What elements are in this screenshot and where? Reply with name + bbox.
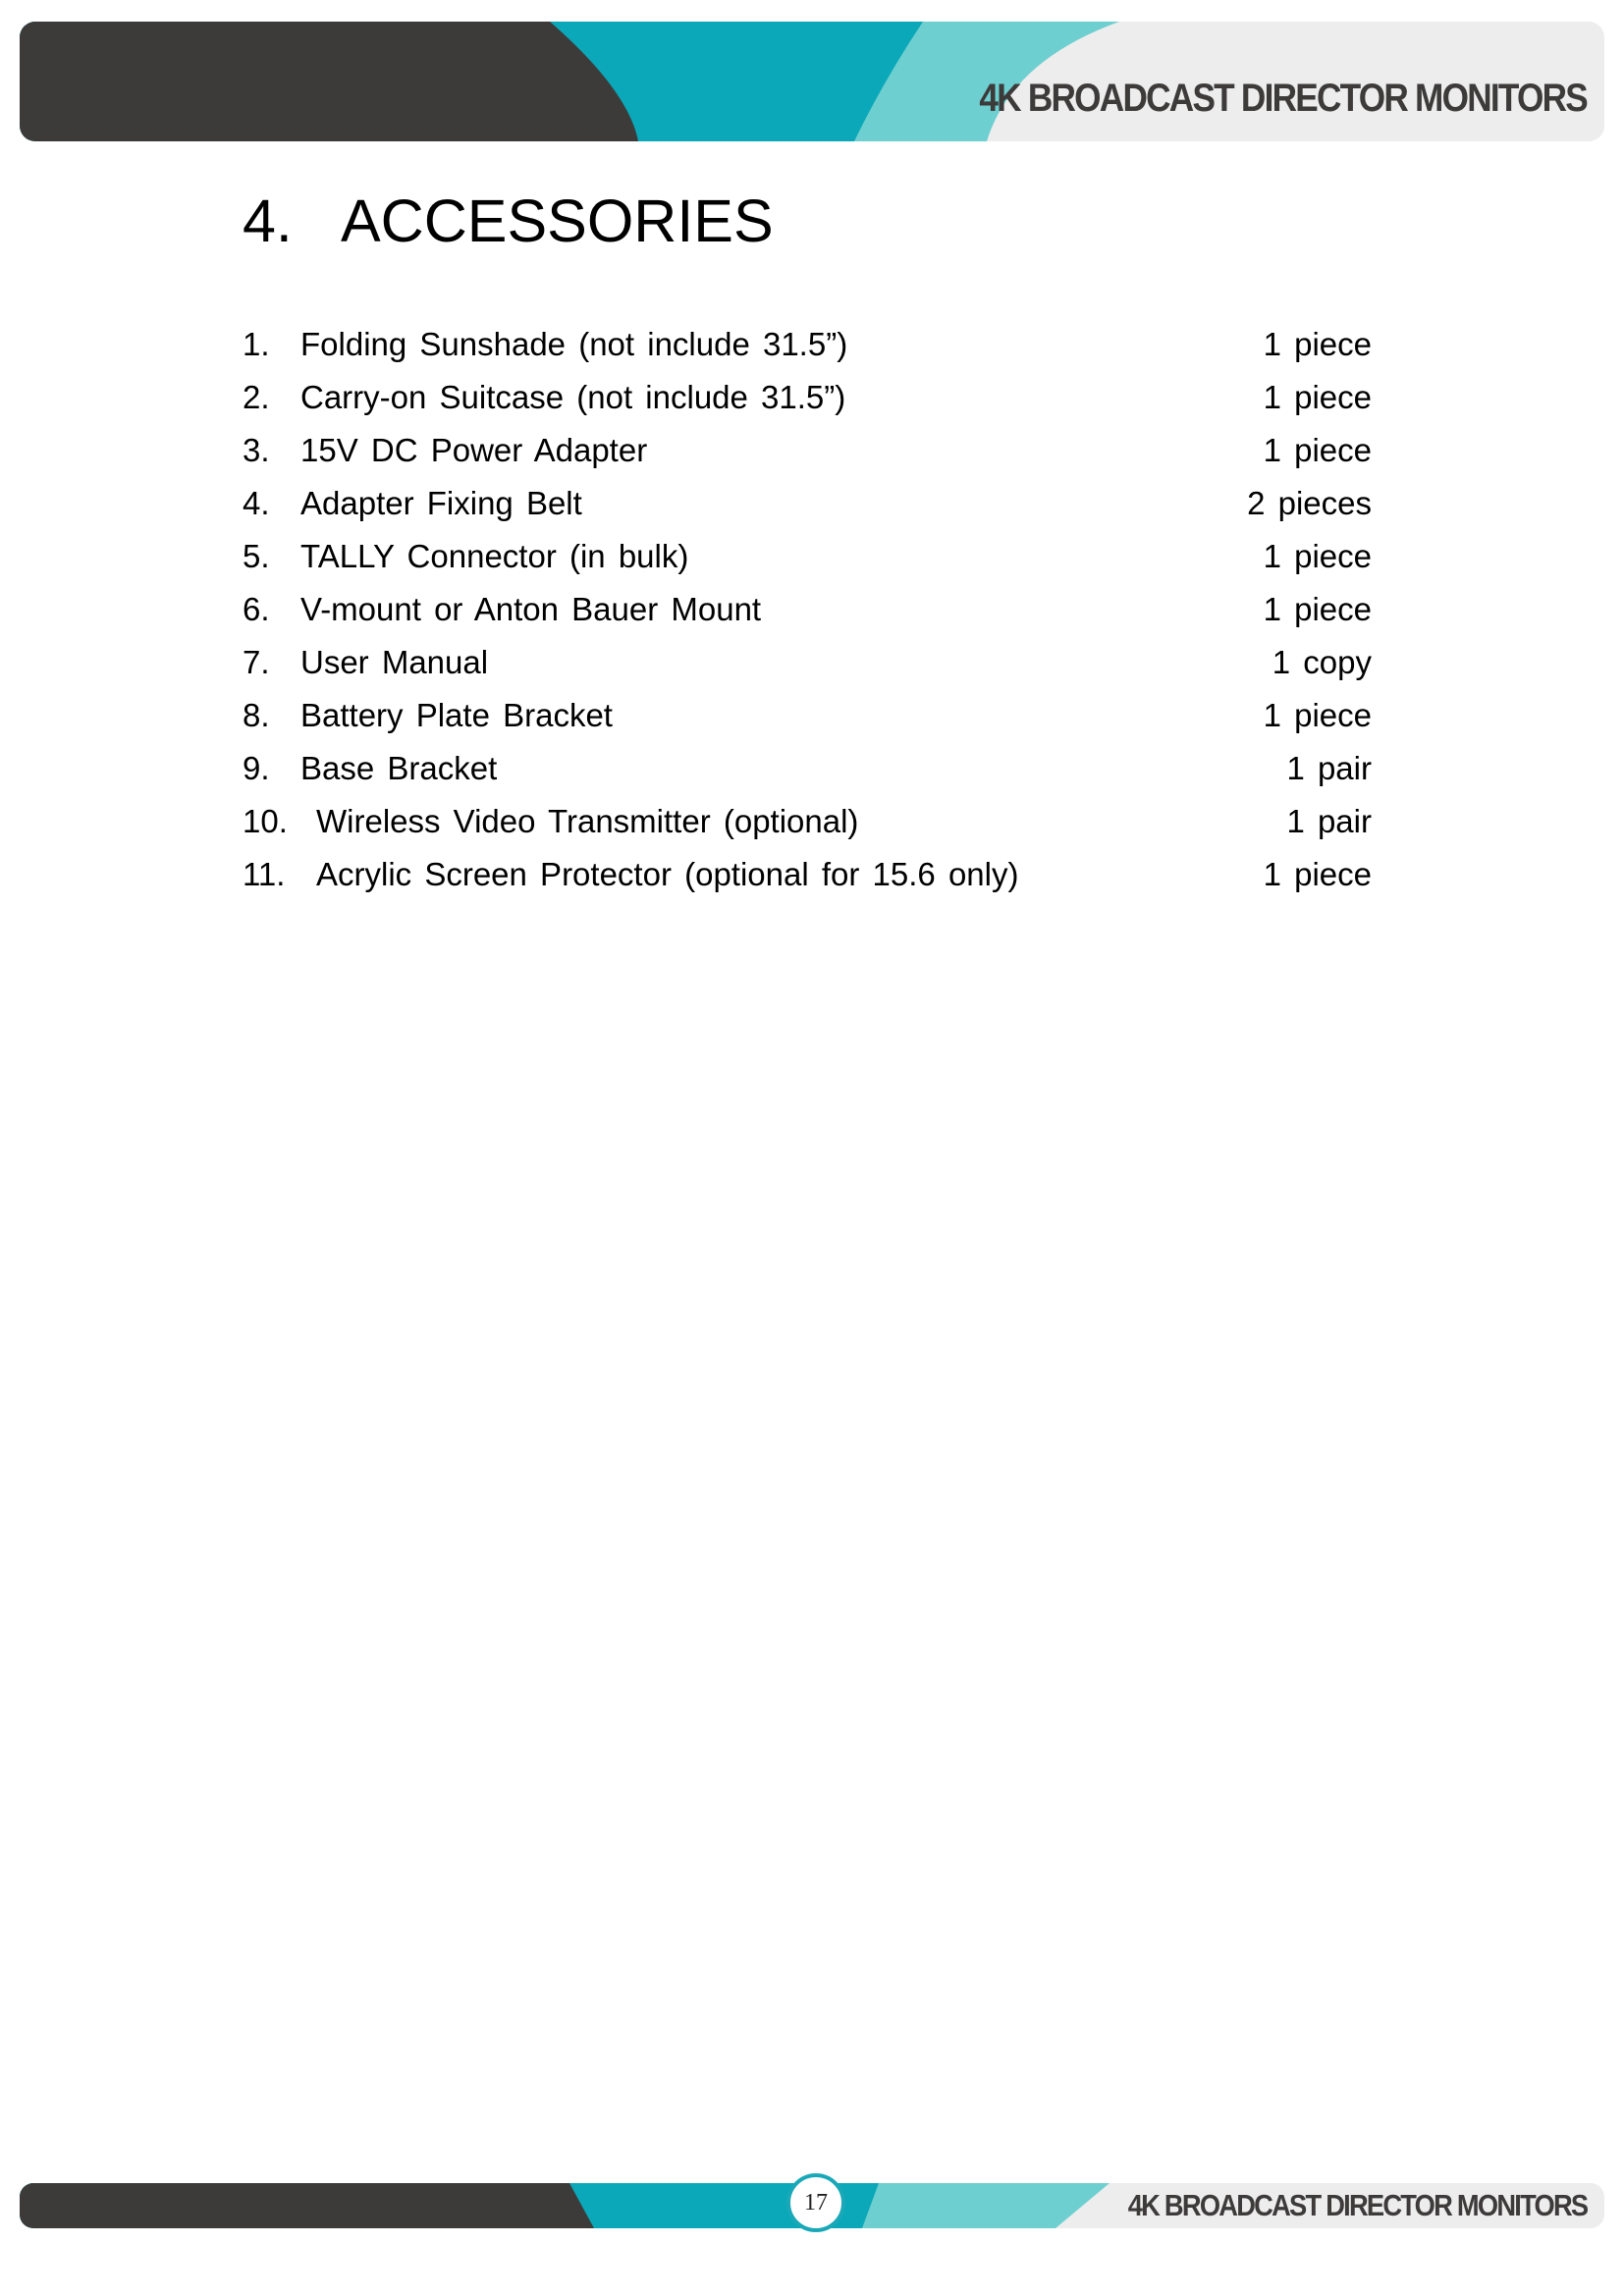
section-title: ACCESSORIES — [341, 187, 774, 254]
item-quantity: 1 piece — [1263, 379, 1372, 415]
list-item — [243, 426, 1372, 479]
item-name: 15V DC Power Adapter — [300, 432, 648, 468]
item-name: Adapter Fixing Belt — [300, 485, 582, 521]
item-quantity: 1 piece — [1263, 697, 1372, 733]
item-name: Wireless Video Transmitter (optional) — [316, 803, 859, 839]
item-name: User Manual — [300, 644, 489, 680]
item-name: Folding Sunshade (not include 31.5”) — [300, 326, 848, 362]
section-number: 4. — [243, 187, 293, 254]
item-quantity: 1 piece — [1263, 856, 1372, 892]
item-quantity: 1 pair — [1286, 803, 1372, 839]
item-quantity: 1 piece — [1263, 591, 1372, 627]
item-name: TALLY Connector (in bulk) — [300, 538, 689, 574]
list-item — [243, 850, 1372, 903]
item-index: 1. — [243, 326, 270, 362]
item-name: Acrylic Screen Protector (optional for 15.6 only) — [316, 856, 1019, 892]
footer-brand-title: 4K BROADCAST DIRECTOR MONITORS — [1127, 2188, 1587, 2222]
list-item — [243, 744, 1372, 797]
list-item — [243, 532, 1372, 585]
item-index: 10. — [243, 803, 288, 839]
item-index: 8. — [243, 697, 270, 733]
header-brand-title: 4K BROADCAST DIRECTOR MONITORS — [979, 77, 1587, 120]
item-index: 2. — [243, 379, 270, 415]
item-name: Base Bracket — [300, 750, 498, 786]
page-number: 17 — [786, 2173, 845, 2232]
item-name: Carry-on Suitcase (not include 31.5”) — [300, 379, 846, 415]
item-index: 6. — [243, 591, 270, 627]
item-quantity: 2 pieces — [1247, 485, 1372, 521]
item-quantity: 1 pair — [1286, 750, 1372, 786]
item-quantity: 1 piece — [1263, 326, 1372, 362]
item-index: 5. — [243, 538, 270, 574]
list-item — [243, 479, 1372, 532]
list-item — [243, 373, 1372, 426]
item-index: 3. — [243, 432, 270, 468]
item-name: V-mount or Anton Bauer Mount — [300, 591, 762, 627]
item-index: 7. — [243, 644, 270, 680]
list-item — [243, 585, 1372, 638]
section-heading — [243, 187, 774, 255]
item-quantity: 1 piece — [1263, 538, 1372, 574]
item-quantity: 1 copy — [1272, 644, 1372, 680]
list-item — [243, 797, 1372, 850]
accessories-list — [243, 320, 1372, 903]
item-index: 9. — [243, 750, 270, 786]
item-index: 4. — [243, 485, 270, 521]
item-quantity: 1 piece — [1263, 432, 1372, 468]
item-name: Battery Plate Bracket — [300, 697, 613, 733]
item-index: 11. — [243, 856, 286, 892]
list-item — [243, 691, 1372, 744]
list-item — [243, 320, 1372, 373]
list-item — [243, 638, 1372, 691]
